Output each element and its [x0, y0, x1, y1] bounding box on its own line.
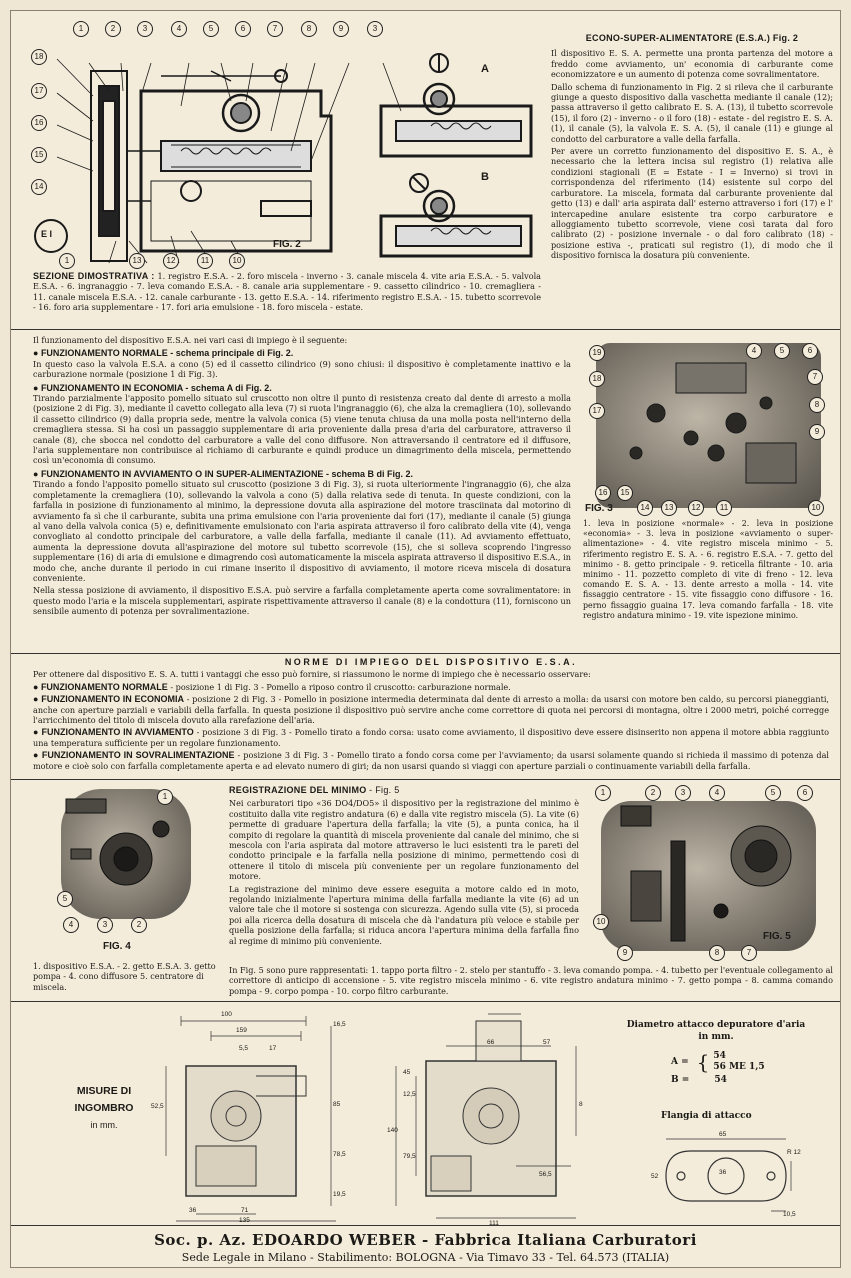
diameter-a2: 56 ME 1,5 — [713, 1062, 765, 1072]
idle-paragraph-2: La registrazione del minimo deve essere eseguita a motore caldo ed in moto, regolando inizialmente l'apertura minima della farfalla mediante la vite (6) ad un valore tale che il motore si sostenga con sicurezza. Agendo sulla vite (5), si proceda poi alla ricerca della dosatura di miscela che dà l'andatura più veloce e stabile per quella posizione della farfalla; si riduca ancora l'apertura minima della farfalla fino al regime di minimo più conveniente. — [229, 883, 579, 946]
fig2-callout-8: 8 — [301, 21, 317, 37]
diameter-b-value: 54 — [714, 1075, 727, 1085]
fig3-callout-10: 10 — [808, 500, 824, 516]
fig2-callout-6: 6 — [235, 21, 251, 37]
dims-label-57: 57 — [543, 1039, 551, 1046]
diameter-a-values — [713, 1051, 764, 1073]
divider-1 — [11, 329, 840, 330]
fig2-callout-18: 18 — [31, 49, 47, 65]
diameter-a-row — [671, 1051, 765, 1073]
dims-label-19-5: 19,5 — [333, 1191, 346, 1198]
dims-label-17: 17 — [269, 1045, 277, 1052]
fig3-callout-12: 12 — [688, 500, 704, 516]
fig2-schema-a-label: A — [481, 63, 489, 75]
footer-address-line: Sede Legale in Milano - Stabilimento: BOLOGNA - Via Timavo 33 - Tel. 64.573 (ITALIA) — [181, 1251, 670, 1264]
divider-5 — [11, 1225, 840, 1226]
norm-2-title: ● FUNZIONAMENTO IN ECONOMIA — [33, 694, 184, 704]
fig5-callout-2: 2 — [645, 785, 661, 801]
fig4-photo-details — [61, 789, 191, 919]
diameter-b-label: B = — [671, 1075, 690, 1085]
fig4-callout-3: 3 — [97, 917, 113, 933]
normal-mode-text: In questo caso la valvola E.S.A. a cono (5) ed il cassetto cilindrico (9) sono chiusi: il dispositivo è completamente inattivo e la carburazione normale (posizione 1 di Fig. 3). — [33, 358, 571, 380]
norm-4-text: - posizione 3 di Fig. 3 - Pomello tirato a fondo corsa come per l'avviamento; da usarsi solamente quando si richieda il massimo di potenza dal motore e cioè solo con farfalla completamente aperta e ad elevato numero di giri; da non usarsi quando si viaggi con aperture parziali o continuamente variabili della farfalla. — [33, 750, 829, 771]
norm-3-title: ● FUNZIONAMENTO IN AVVIAMENTO — [33, 727, 194, 737]
idle-regulation-text — [229, 785, 579, 975]
fig5-photo-details — [601, 801, 816, 951]
fig5-callout-8: 8 — [709, 945, 725, 961]
idle-title-fig: - Fig. 5 — [369, 785, 400, 795]
fig2-sezione-legend — [33, 271, 541, 323]
usage-norms-section — [33, 657, 829, 777]
diameter-unit: in mm. — [698, 1032, 734, 1042]
fig3-callout-14: 14 — [637, 500, 653, 516]
fig2-callout-5: 5 — [203, 21, 219, 37]
operation-modes-column — [33, 335, 571, 651]
dimension-drawing-front-view — [376, 1006, 586, 1226]
fig2-callout-15: 15 — [31, 147, 47, 163]
norm-1-title: ● FUNZIONAMENTO NORMALE — [33, 682, 168, 692]
diameter-b-row — [671, 1075, 765, 1086]
dims-label-135: 135 — [239, 1217, 250, 1224]
diameter-values — [671, 1051, 765, 1086]
esa-title: ECONO-SUPER-ALIMENTATORE (E.S.A.) Fig. 2 — [585, 33, 799, 43]
norm-3-text: - posizione 3 di Fig. 3 - Pomello tirato a fondo corsa: usato come avviamento, il dispositivo deve essere disinserito non appena il motore abbia raggiunto una temperatura sufficiente per un regolare funzionamento. — [33, 727, 829, 748]
fig4-callout-4: 4 — [63, 917, 79, 933]
esa-description-column — [551, 33, 833, 328]
divider-4 — [11, 1001, 840, 1002]
dims-label-5-5: 5,5 — [239, 1045, 249, 1052]
dims-label-85: 85 — [333, 1101, 341, 1108]
dims-label-36: 36 — [189, 1207, 197, 1214]
norm-2 — [33, 694, 829, 725]
dimensions-title-line1: MISURE DI — [76, 1085, 132, 1097]
norm-4-title: ● FUNZIONAMENTO IN SOVRALIMENTAZIONE — [33, 750, 234, 760]
dimensions-title-line2: INGOMBRO — [74, 1102, 134, 1114]
operation-intro: Il funzionamento del dispositivo E.S.A. nei vari casi di impiego è il seguente: — [33, 335, 348, 345]
dims-label-111: 111 — [489, 1220, 499, 1227]
fig5-callout-4: 4 — [709, 785, 725, 801]
esa-paragraph-2: Dallo schema di funzionamento in Fig. 2 si rileva che il carburante giunge a questo dispositivo dalla vaschetta mediante il canale (12); passa attraverso il getto calibrato E. S. A. (13), il tubetto scorrevole (15), il foro (2) - inverno - o il foro (18) - estate - del registro E. S. A. (1), il canale (5), la valvola E. S. A. (5), il canale (11) e giunge al condotto del carburatore a valle della farfalla. — [551, 81, 833, 144]
fig2-callout-3b: 3 — [367, 21, 383, 37]
page — [10, 10, 841, 1268]
norm-1 — [33, 682, 829, 692]
fig5-callout-1: 1 — [595, 785, 611, 801]
fig3-callout-15: 15 — [617, 485, 633, 501]
idle-title-row — [229, 785, 579, 795]
fig3-callout-18: 18 — [589, 371, 605, 387]
fig2-label: FIG. 2 — [273, 239, 301, 250]
fig4-callout-2: 2 — [131, 917, 147, 933]
fig2-callout-14: 14 — [31, 179, 47, 195]
air-filter-diameter-block — [606, 1019, 826, 1043]
fig2-registro-letters: E I — [41, 229, 53, 239]
dims-label-8: 8 — [579, 1101, 583, 1108]
fig3-callout-11: 11 — [716, 500, 732, 516]
diameter-a-label: A = — [671, 1056, 689, 1067]
flangia-dim-65: 65 — [719, 1131, 727, 1138]
idle-paragraph-1: Nei carburatori tipo «36 DO4/DO5» il dispositivo per la registrazione del minimo è costituito dalla vite registro andatura (6) e dalla vite registro miscela (5). La vite (6) permette di graduare l'apertura della farfalla; la vite (5), a punta conica, ha il compito di regolare la quantità di miscela proveniente dal canale del minimo, che si mescola con l'aria aspirata dal motore attraverso le luci esistenti tra le pareti del condotto principale e la farfalla nella posizione di minimo, permettendo così di ottenere il titolo di miscela più conveniente per un regolare funzionamento del motore. — [229, 798, 579, 882]
idle-title: REGISTRAZIONE DEL MINIMO — [229, 785, 367, 795]
startup-mode-text: Tirando a fondo l'apposito pomello situato sul cruscotto (posizione 3 di Fig. 3), si ruota ulteriormente l'ingranaggio (6), che alza completamente la cremagliera (10), sollevando la valvola a cono (5) dalla relativa sede di tenuta. In queste condizioni, con la farfalla in posizione di funzionamento al minimo, la depressione dovuta alla aspirazione del motore trasciinata dal motorino di avviamento fa sì che il carburante, subita una prima emulsione con l'aria proveniente dai fori (17), mediante il canale (5) giunga al vano della valvola conica (5) e, definitivamente emulsionato con l'aria aspirata attraverso il foro calibrato della vite (4), venga convogliato al condotto principale del carburatore, a valle della farfalla, mediante il canale (11). Ad avviamento effettuato, aumenta la depressione dovuta all'aspirazione del motore sul tubetto scorrevole (15), che si solleva scoprendo l'ingresso supplementare (16) di aria di emulsione e dimagrendo così automaticamente la miscela aspirata attraverso il dispositivo E.S.A., in modo che, anche durante il periodo in cui rimane inserito il dispositivo di avviamento, il motore riceva miscela di dosatura conveniente. — [33, 479, 571, 583]
diameter-title: Diametro attacco depuratore d'aria — [626, 1020, 806, 1030]
normal-mode-title: ● FUNZIONAMENTO NORMALE - schema principale di Fig. 2. — [33, 348, 571, 358]
fig3-callout-6: 6 — [802, 343, 818, 359]
norm-1-text: - posizione 1 di Fig. 3 - Pomello a riposo contro il cruscotto: carburazione normale. — [170, 681, 511, 692]
norms-intro: Per ottenere dal dispositivo E. S. A. tutti i vantaggi che esso può fornire, si riassumono le norme di impiego che è necessario osservare: — [33, 669, 591, 680]
dims-label-16-5: 16,5 — [333, 1021, 346, 1028]
dimensions-title — [49, 1083, 159, 1134]
fig3-caption: 1. leva in posizione «normale» - 2. leva in posizione «economia» - 3. leva in posizione «avviamento o super-alimentazione» - 4. vite registro miscela minimo - 5. riferimento registro E. S. A. - 6. registro E.S.A. - 7. getto del minimo - 8. getto principale - 9. reticella filtrante - 10. aria minimo - 11. pozzetto completo di vite di freno - 12. leva comando E. S. A. - 13. dente arresto a molla - 14. vite fissaggio centratore - 15. vite fissaggio cono diffusore - 16. perno fissaggio guaina 17. leva comando farfalla - 18. vite registro andatura minimo - 19. vite ispezione minimo. — [583, 519, 833, 620]
fig2-callout-4: 4 — [171, 21, 187, 37]
fig5-caption: In Fig. 5 sono pure rappresentati: 1. tappo porta filtro - 2. stelo per stantuffo - 3. leva comando pompa. - 4. tubetto per l'eventuale collegamento al correttore di anticipo di accensione - 5. vite registro miscela minimo - 6. vite registro andatura minimo - 7. getto pompa - 8. camma comando pompa - 9. corpo pompa - 10. corpo filtro carburante. — [229, 965, 833, 996]
fig5-callout-6: 6 — [797, 785, 813, 801]
dims-label-79-5: 79,5 — [403, 1153, 416, 1160]
fig4-label: FIG. 4 — [103, 941, 131, 952]
flangia-dim-r12: R 12 — [787, 1149, 801, 1156]
fig2-callout-1b: 1 — [59, 253, 75, 269]
flangia-dim-52: 52 — [651, 1173, 659, 1180]
fig3-callout-5: 5 — [774, 343, 790, 359]
norm-3 — [33, 727, 829, 748]
fig3-callout-13: 13 — [661, 500, 677, 516]
fig3-callout-4: 4 — [746, 343, 762, 359]
footer-company-line: Soc. p. Az. EDOARDO WEBER - Fabbrica Italiana Carburatori — [154, 1231, 697, 1249]
fig4-callout-5: 5 — [57, 891, 73, 907]
dims-label-78-5: 78,5 — [333, 1151, 346, 1158]
diameter-a1: 54 — [713, 1051, 726, 1061]
fig2-callout-7: 7 — [267, 21, 283, 37]
fig3-callout-17: 17 — [589, 403, 605, 419]
fig5-callout-7: 7 — [741, 945, 757, 961]
fig5-callout-9: 9 — [617, 945, 633, 961]
fig2-callout-1: 1 — [73, 21, 89, 37]
fig5-label: FIG. 5 — [763, 931, 791, 942]
diameter-a-brace: { — [696, 1050, 710, 1074]
norm-4 — [33, 750, 829, 771]
fig4-callout-1: 1 — [157, 789, 173, 805]
fig3-callout-7: 7 — [807, 369, 823, 385]
sezione-text: 1. registro E.S.A. - 2. foro miscela - inverno - 3. canale miscela 4. vite aria E.S.A. - 5. valvola E.S.A. - 6. ingranaggio - 7. leva comando E.S.A. - 8. canale aria supplementare - 9. cassetto cilindrico - 10. cremagliera - 11. canale miscela E.S.A. - 12. canale carburante - 13. getto E.S.A. - 14. riferimento registro E.S.A. - 15. tubetto scorrevole - 16. foro aria supplementare - 17. fori aria emulsione - 18. foro miscela - estate. — [33, 271, 541, 313]
startup-mode-text-2: Nella stessa posizione di avviamento, il dispositivo E.S.A. può servire a farfalla completamente aperta come sovralimentatore: in questo modo l'aria e la miscela supplementari, aspirate rispettivamente attraverso il canale (8) e la condottura (11), forniscono un sensibile aumento di potenza per sovralimentazione. — [33, 585, 571, 617]
fig3-callout-19: 19 — [589, 345, 605, 361]
dims-label-71: 71 — [241, 1207, 249, 1214]
flangia-dim-36: 36 — [719, 1169, 727, 1176]
fig2-callout-2: 2 — [105, 21, 121, 37]
dims-label-66: 66 — [487, 1039, 495, 1046]
fig5-callout-5: 5 — [765, 785, 781, 801]
sezione-title: SEZIONE DIMOSTRATIVA : — [33, 271, 155, 281]
dims-label-45: 45 — [403, 1069, 411, 1076]
norms-title: NORME DI IMPIEGO DEL DISPOSITIVO E.S.A. — [284, 657, 578, 667]
flangia-dim-10-5: 10,5 — [783, 1211, 796, 1218]
norm-2-text: - posizione 2 di Fig. 3 - Pomello in posizione intermedia determinata dal dente di arresto a molla: da usarsi con motore ben caldo, su percorsi pianeggianti, anche con aperture parziali e variabili della farfalla. In questa posizione il dispositivo può servire anche come correttore di quota nei percorsi di montagna, oltre i 2000 metri, poiché corregge l'arricchimento del titolo di miscela dovuto alla rarefazione dell'aria. — [33, 694, 829, 726]
fig3-callout-9: 9 — [809, 424, 825, 440]
dims-label-52-5: 52,5 — [151, 1103, 164, 1110]
flangia-title: Flangia di attacco — [661, 1111, 752, 1121]
dims-label-100: 100 — [221, 1011, 232, 1018]
dims-label-159: 159 — [236, 1027, 247, 1034]
fig5-callout-10: 10 — [593, 914, 609, 930]
fig2-callout-16: 16 — [31, 115, 47, 131]
esa-paragraph-3: Per avere un corretto funzionamento del dispositivo E. S. A., è necessario che la lettera incisa sul registro (1) relativa alle condizioni stagionali (E = Estate - I = Inverno) si trovi in corrispondenza del riferimento (14) esistente sul corpo del carburatore. La miscela, formata dal carburante proveniente dal getto (13) e dall' aria aspirata dall' esterno attraverso i fori (17) e l' intercapedine anulare esistente tra corpo carburatore e alloggiamento tubetto scorrevole, viene così tarata dal foro calibrato (2) - posizione invernale - o dal foro calibrato (18) - posizione estiva -, praticati sul registro (1), di modo che il dispositivo fornisca la dosatura più conveniente. — [551, 146, 833, 261]
fig3-photo-details — [596, 343, 821, 508]
fig2-callout-9: 9 — [333, 21, 349, 37]
fig3-callout-16: 16 — [595, 485, 611, 501]
esa-paragraph-1: Il dispositivo E. S. A. permette una pronta partenza del motore a freddo come avviamento, un' economia di carburante come economizzatore e un aumento di potenza come sovralimentatore. — [551, 48, 833, 80]
flangia-drawing — [661, 1131, 801, 1221]
fig2-callout-13: 13 — [129, 253, 145, 269]
dims-label-140: 140 — [387, 1127, 398, 1134]
fig2-callout-10: 10 — [229, 253, 245, 269]
startup-mode-title: ● FUNZIONAMENTO IN AVVIAMENTO O IN SUPER-ALIMENTAZIONE - schema B di Fig. 2. — [33, 469, 571, 479]
fig3-callout-8: 8 — [809, 397, 825, 413]
fig2-callout-12: 12 — [163, 253, 179, 269]
economy-mode-text: Tirando parzialmente l'apposito pomello situato sul cruscotto non oltre il punto di resistenza creato dal dente di arresto a molla (posizione 2 di Fig. 3), mediante il cavetto collegato alla leva (7) si ruota l'ingranaggio (6), che alza la cremagliera (10), sollevando il cassetto cilindrico (9) dalla propria sede, mentre la valvola conica (5) viene tenuta chiusa da una molla posta nell'interno della cremagliera stessa. Si ha così un passaggio supplementare di aria proveniente dalla presa d'aria del carburatore, attraverso il canale (8), che sbocca nel condotto del carburatore a valle del cono diffusore. Non attraversando il centratore ed il diffusore, l'aria supplementare non contribuisce al richiamo di carburante e quindi produce un dimagrimento della miscela, permettendo così un'economia di consumo. — [33, 393, 571, 466]
fig3-label: FIG. 3 — [585, 503, 613, 514]
fig2-callout-17: 17 — [31, 83, 47, 99]
fig2-callout-11: 11 — [197, 253, 213, 269]
dims-label-12-5: 12,5 — [403, 1091, 416, 1098]
dims-label-56-5: 56,5 — [539, 1171, 552, 1178]
fig4-caption: 1. dispositivo E.S.A. - 2. getto E.S.A. 3. getto pompa - 4. cono diffusore 5. centratore di miscela. — [33, 961, 216, 992]
fig5-callout-3: 3 — [675, 785, 691, 801]
fig2-schema-b-label: B — [481, 171, 489, 183]
economy-mode-title: ● FUNZIONAMENTO IN ECONOMIA - schema A di Fig. 2. — [33, 383, 571, 393]
fig2-callout-3: 3 — [137, 21, 153, 37]
divider-3 — [11, 779, 840, 780]
dimensions-title-line3: in mm. — [90, 1120, 118, 1130]
divider-2 — [11, 653, 840, 654]
